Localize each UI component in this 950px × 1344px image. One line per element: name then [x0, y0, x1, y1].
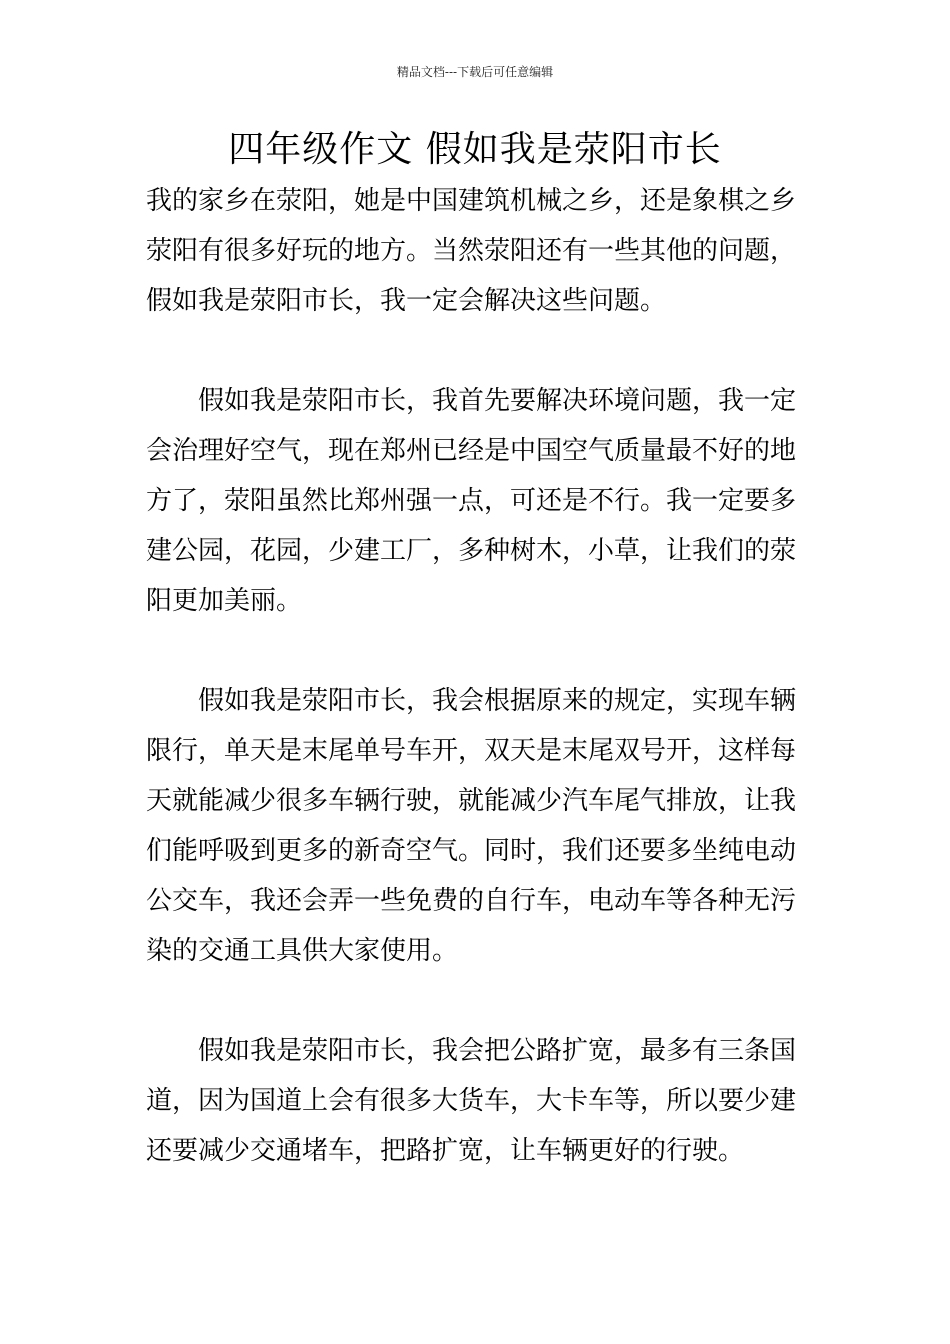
document-body	[146, 176, 808, 1176]
paragraph-2: 假如我是荥阳市长，我首先要解决环境问题，我一定会治理好空气，现在郑州已经是中国空气质量最不好的地方了，荥阳虽然比郑州强一点，可还是不行。我一定要多建公园，花园，少建工厂，多种树木，小草，让我们的荥阳更加美丽。	[146, 386, 797, 616]
paragraph-4: 假如我是荥阳市长，我会把公路扩宽，最多有三条国道，因为国道上会有很多大货车，大卡车等，所以要少建还要减少交通堵车，把路扩宽，让车辆更好的行驶。	[146, 1036, 797, 1166]
paragraph-spacer	[146, 626, 808, 676]
page-header: 精品文档---下载后可任意编辑	[396, 65, 554, 79]
paragraph-1: 我的家乡在荥阳，她是中国建筑机械之乡，还是象棋之乡荥阳有很多好玩的地方。当然荥阳还有一些其他的问题，假如我是荥阳市长，我一定会解决这些问题。	[146, 186, 797, 316]
paragraph-3: 假如我是荥阳市长，我会根据原来的规定，实现车辆限行，单天是末尾单号车开，双天是末尾双号开，这样每天就能减少很多车辆行驶，就能减少汽车尾气排放，让我们能呼吸到更多的新奇空气。同时，我们还要多坐纯电动公交车，我还会弄一些免费的自行车，电动车等各种无污染的交通工具供大家使用。	[146, 686, 797, 966]
paragraph-spacer	[146, 976, 808, 1026]
document-title: 四年级作文 假如我是荥阳市长	[228, 129, 722, 170]
paragraph-spacer	[146, 326, 808, 376]
